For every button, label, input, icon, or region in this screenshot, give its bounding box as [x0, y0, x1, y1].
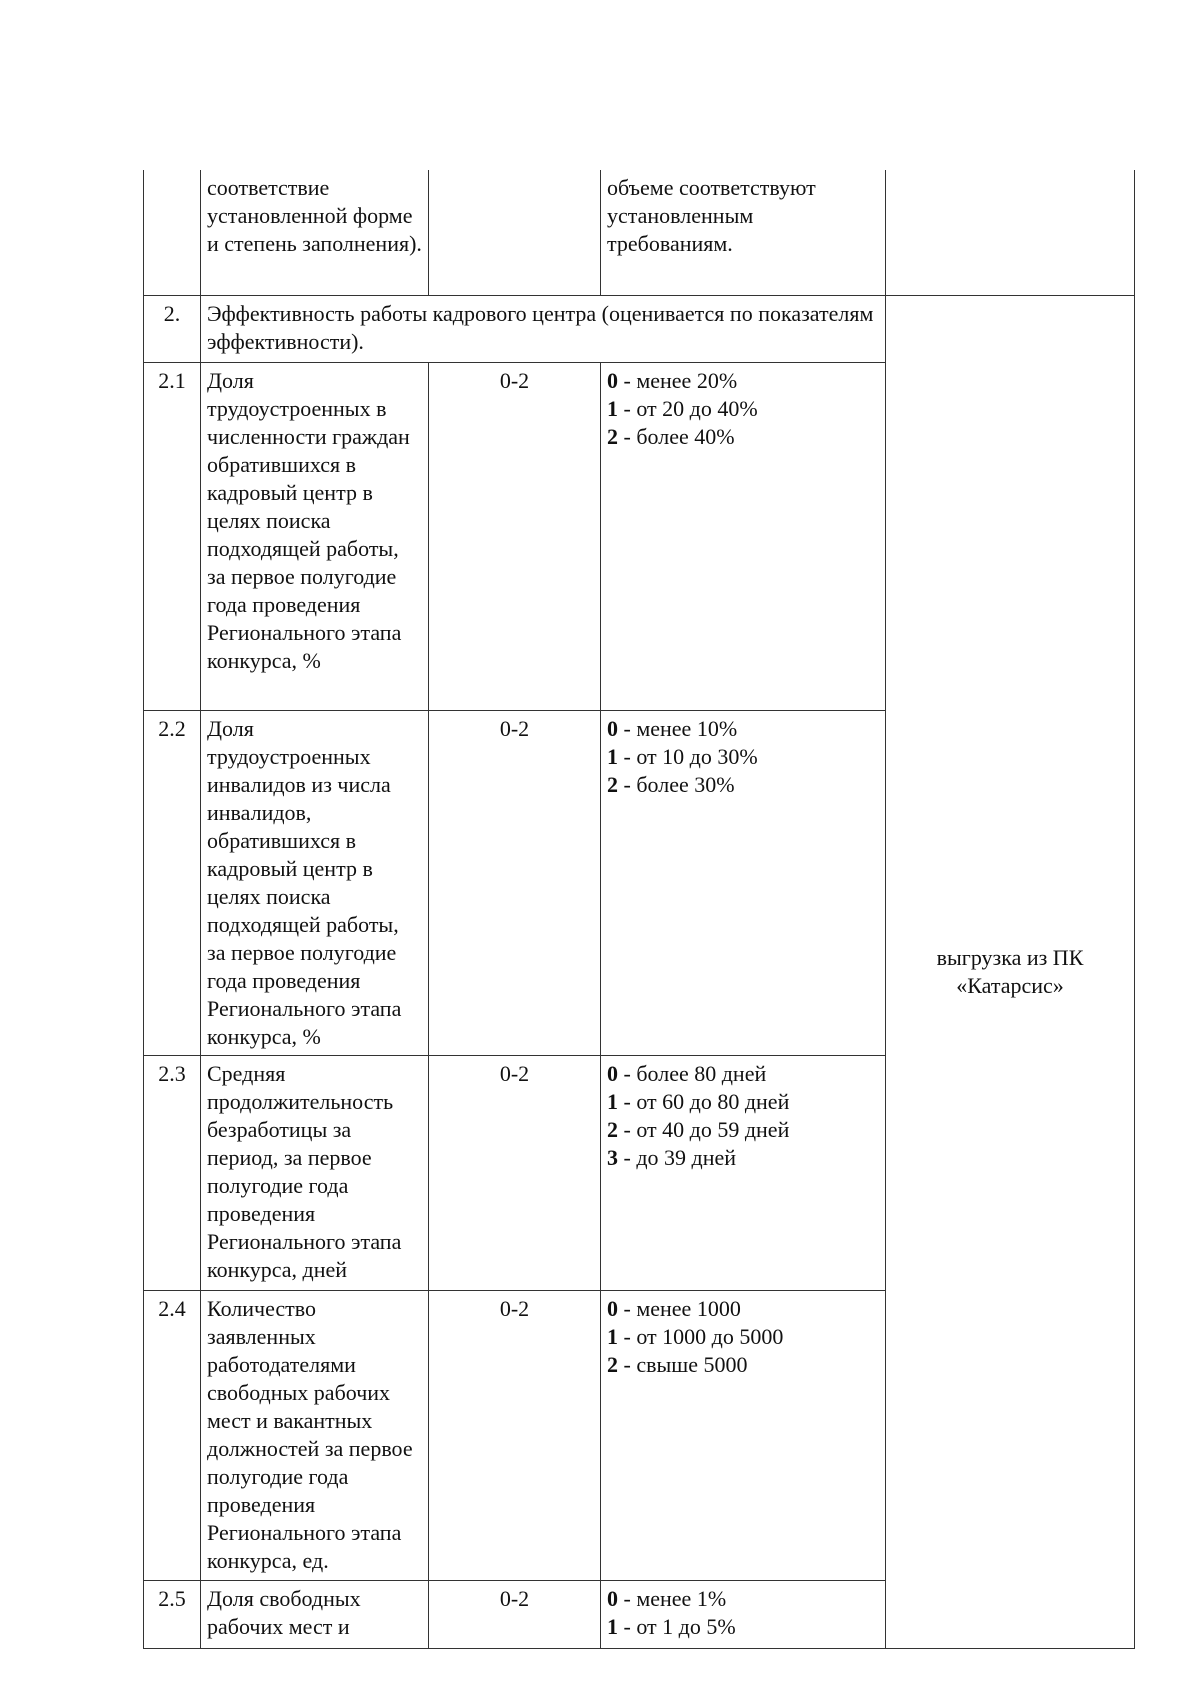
row-number: 2.1 [144, 362, 201, 710]
criterion-cell: Средняя продолжительность безработицы за период, за первое полугодие года проведения Регионального этапа конкурса, дней [201, 1055, 429, 1290]
section-number: 2. [144, 295, 201, 362]
criterion-text: соответствие установленной форме и степень заполнения). [207, 175, 422, 256]
continuation-row [144, 170, 1135, 295]
scale-line: 1 - от 1000 до 5000 [607, 1323, 784, 1349]
section-title: Эффективность работы кадрового центра (оценивается по показателям эффективности). [201, 295, 886, 362]
continuation-scoring-cell [601, 170, 886, 295]
scale-line: 0 - более 80 дней [607, 1060, 767, 1086]
score-range: 0-2 [429, 362, 601, 710]
scoring-line: объеме соответствуют [607, 175, 816, 200]
score-range: 0-2 [429, 710, 601, 1055]
scale-line: 2 - от 40 до 59 дней [607, 1116, 790, 1142]
score-range: 0-2 [429, 1055, 601, 1290]
scoring-line: установленным [607, 203, 754, 228]
data-source-cell [886, 295, 1135, 1648]
scale-line: 1 - от 60 до 80 дней [607, 1088, 790, 1114]
section-row [144, 295, 1135, 362]
scoring-scale [601, 1290, 886, 1580]
scale-line: 1 - от 1 до 5% [607, 1613, 736, 1639]
continuation-source-cell [886, 170, 1135, 295]
data-source-text: выгрузка из ПК «Катарсис» [936, 944, 1084, 998]
scoring-scale [601, 362, 886, 710]
scale-line: 0 - менее 1000 [607, 1295, 741, 1321]
scale-line: 1 - от 10 до 30% [607, 743, 758, 769]
scoring-line: требованиям. [607, 231, 733, 256]
continuation-number-cell [144, 170, 201, 295]
scoring-scale [601, 710, 886, 1055]
row-number: 2.5 [144, 1580, 201, 1648]
score-range: 0-2 [429, 1290, 601, 1580]
scale-line: 0 - менее 1% [607, 1585, 727, 1611]
score-range: 0-2 [429, 1580, 601, 1648]
scale-line: 2 - более 40% [607, 423, 735, 449]
continuation-criterion-cell [201, 170, 429, 295]
criterion-cell: Доля трудоустроенных в численности граждан обратившихся в кадровый центр в целях поиска подходящей работы, за первое полугодие года проведения Регионального этапа конкурса, % [201, 362, 429, 710]
scale-line: 2 - более 30% [607, 771, 735, 797]
scoring-scale [601, 1055, 886, 1290]
criteria-table [143, 170, 1135, 1649]
scoring-scale [601, 1580, 886, 1648]
criterion-cell: Количество заявленных работодателями свободных рабочих мест и вакантных должностей за первое полугодие года проведения Регионального этапа конкурса, ед. [201, 1290, 429, 1580]
continuation-score-cell [429, 170, 601, 295]
row-number: 2.3 [144, 1055, 201, 1290]
row-number: 2.4 [144, 1290, 201, 1580]
scale-line: 1 - от 20 до 40% [607, 395, 758, 421]
criterion-cell: Доля трудоустроенных инвалидов из числа инвалидов, обратившихся в кадровый центр в целях поиска подходящей работы, за первое полугодие года проведения Регионального этапа конкурса, % [201, 710, 429, 1055]
scale-line: 0 - менее 10% [607, 715, 738, 741]
row-number: 2.2 [144, 710, 201, 1055]
scale-line: 3 - до 39 дней [607, 1144, 737, 1170]
scale-line: 2 - свыше 5000 [607, 1351, 748, 1377]
criterion-cell: Доля свободных рабочих мест и [201, 1580, 429, 1648]
scale-line: 0 - менее 20% [607, 367, 738, 393]
